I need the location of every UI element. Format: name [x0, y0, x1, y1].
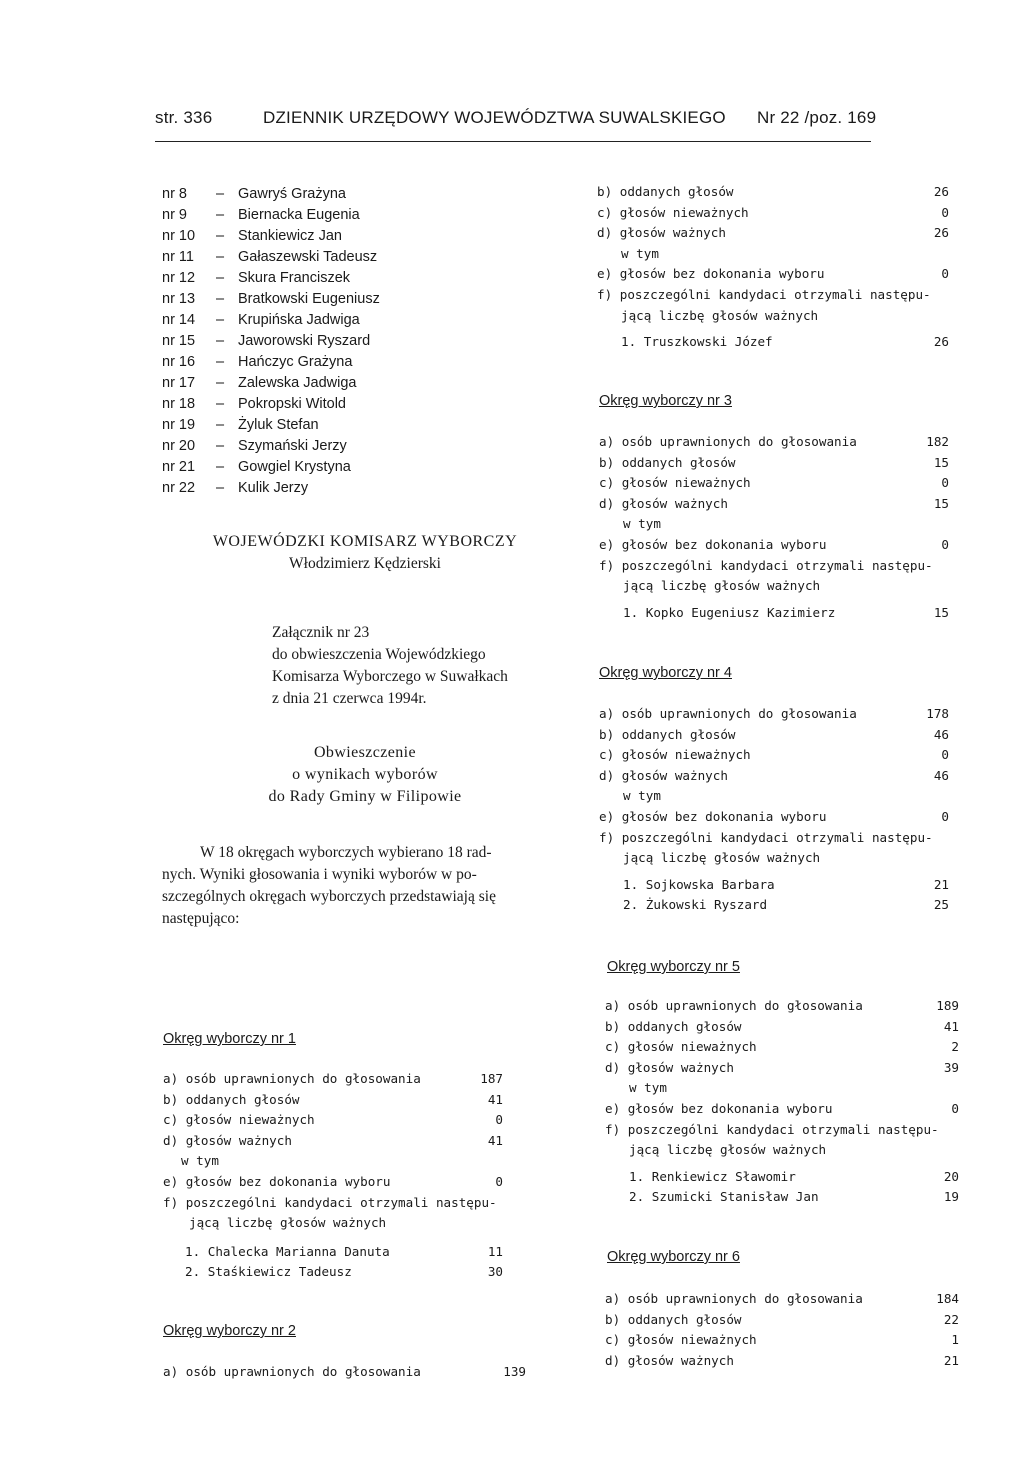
okreg-6-title: Okręg wyborczy nr 6 [607, 1249, 740, 1265]
result-row [163, 1090, 503, 1111]
result-row [599, 786, 949, 807]
result-row [599, 556, 949, 577]
result-row [605, 1330, 959, 1351]
text-cell: 0 [941, 536, 949, 552]
text-cell: e) głosów bez dokonania wyboru [605, 1100, 833, 1116]
attachment-line: Załącznik nr 23 [272, 624, 370, 641]
member-nr: nr 11 [162, 249, 194, 265]
text-cell: 0 [941, 475, 949, 491]
list-item [162, 436, 380, 457]
member-name: Jaworowski Ryszard [238, 333, 371, 349]
result-row [599, 535, 949, 556]
text-cell: e) głosów bez dokonania wyboru [599, 808, 827, 824]
candidate-row [163, 1242, 503, 1263]
result-row [599, 514, 949, 535]
notice-line: Obwieszczenie [313, 744, 417, 761]
page-number: str. 336 [155, 108, 213, 127]
member-nr: nr 22 [162, 480, 196, 496]
list-item [162, 247, 380, 268]
list-item [162, 310, 380, 331]
text-cell: 0 [941, 747, 949, 763]
text-cell: f) poszczególni kandydaci otrzymali następu- [599, 557, 933, 573]
result-row [597, 264, 949, 285]
result-row [163, 1110, 503, 1131]
text-cell: b) oddanych głosów [599, 726, 736, 742]
attachment-line: Komisarza Wyborczego w Suwałkach [272, 668, 508, 685]
text-cell: 26 [933, 334, 949, 350]
text-cell: 19 [943, 1189, 959, 1205]
result-row [163, 1172, 503, 1193]
text-cell: 1. Chalecka Marianna Danuta [185, 1243, 390, 1259]
text-cell: 39 [943, 1059, 959, 1075]
member-nr: nr 12 [162, 270, 196, 286]
list-item [162, 331, 380, 352]
dash-separator: – [216, 375, 225, 391]
text-cell: b) oddanych głosów [599, 454, 736, 470]
text-cell: w tym [623, 788, 661, 804]
member-name: Bratkowski Eugeniusz [238, 291, 380, 307]
member-name: Krupińska Jadwiga [238, 312, 360, 328]
result-row [599, 848, 949, 869]
text-cell: 2. Szumicki Stanisław Jan [629, 1189, 819, 1205]
result-row [597, 285, 949, 306]
text-cell: w tym [629, 1080, 667, 1096]
result-row [605, 1058, 959, 1079]
text-cell: 1. Kopko Eugeniusz Kazimierz [623, 604, 836, 620]
dash-separator: – [216, 396, 225, 412]
candidate-row [599, 895, 949, 916]
text-cell: d) głosów ważnych [597, 225, 726, 241]
result-row [163, 1131, 503, 1152]
text-cell: 0 [495, 1112, 503, 1128]
okreg-4-title: Okręg wyborczy nr 4 [599, 665, 732, 681]
text-cell: 187 [480, 1071, 503, 1086]
text-cell: a) osób uprawnionych do głosowania [599, 706, 857, 721]
text-cell: jącą liczbę głosów ważnych [189, 1215, 387, 1231]
text-cell: 15 [933, 495, 949, 511]
text-cell: d) głosów ważnych [605, 1059, 734, 1075]
list-item [162, 394, 380, 415]
result-row [599, 807, 949, 828]
text-cell: jącą liczbę głosów ważnych [623, 578, 821, 594]
member-name: Zalewska Jadwiga [238, 375, 357, 391]
member-nr: nr 21 [162, 459, 196, 475]
member-name: Gowgiel Krystyna [238, 459, 351, 475]
text-cell: a) osób uprawnionych do głosowania [163, 1364, 421, 1379]
text-cell: c) głosów nieważnych [599, 475, 751, 491]
result-row [597, 223, 949, 244]
text-cell: b) oddanych głosów [597, 184, 734, 199]
candidate-row [599, 603, 949, 624]
member-name: Stankiewicz Jan [238, 228, 342, 244]
result-row [599, 828, 949, 849]
member-name: Hańczyc Grażyna [238, 354, 353, 370]
result-row [597, 244, 949, 265]
text-cell: 1 [951, 1332, 959, 1348]
text-cell: jącą liczbę głosów ważnych [621, 307, 819, 323]
okreg-2-results-cont [597, 182, 949, 353]
text-cell: a) osób uprawnionych do głosowania [163, 1071, 421, 1086]
intro-line: następująco: [162, 910, 240, 927]
issue-number: Nr 22 /poz. 169 [757, 108, 877, 127]
dash-separator: – [216, 291, 225, 307]
text-cell: 0 [941, 808, 949, 824]
list-item [162, 415, 380, 436]
text-cell: 2 [951, 1039, 959, 1055]
list-item [162, 268, 380, 289]
result-row [599, 576, 949, 597]
text-cell: 41 [487, 1132, 503, 1148]
member-name: Szymański Jerzy [238, 438, 347, 454]
text-cell: a) osób uprawnionych do głosowania [605, 998, 863, 1013]
signature-name: Włodzimierz Kędzierski [289, 555, 441, 572]
result-row [605, 1099, 959, 1120]
text-cell: d) głosów ważnych [599, 767, 728, 783]
text-cell: 41 [943, 1018, 959, 1034]
result-row [605, 1037, 959, 1058]
member-nr: nr 19 [162, 417, 196, 433]
text-cell: 25 [933, 897, 949, 913]
notice-line: o wynikach wyborów [292, 766, 438, 783]
candidate-row [597, 332, 949, 353]
result-row [599, 432, 949, 453]
text-cell: 46 [933, 726, 949, 742]
text-cell: 1. Truszkowski Józef [621, 334, 773, 350]
text-cell: 26 [933, 225, 949, 241]
notice-line: do Rady Gminy w Filipowie [268, 788, 462, 805]
member-nr: nr 17 [162, 375, 196, 391]
attachment-line: z dnia 21 czerwca 1994r. [272, 690, 427, 707]
okreg-3-title: Okręg wyborczy nr 3 [599, 393, 732, 409]
okreg-5-title: Okręg wyborczy nr 5 [607, 959, 740, 975]
candidate-row [599, 875, 949, 896]
okreg-5-results [605, 996, 959, 1208]
text-cell: w tym [621, 245, 659, 261]
candidate-row [163, 1262, 503, 1283]
text-cell: d) głosów ważnych [605, 1352, 734, 1368]
result-row [605, 1351, 959, 1372]
member-name: Żyluk Stefan [238, 417, 319, 433]
text-cell: 0 [495, 1173, 503, 1189]
list-item [162, 184, 380, 205]
member-nr: nr 15 [162, 333, 196, 349]
dash-separator: – [216, 459, 225, 475]
dash-separator: – [216, 438, 225, 454]
text-cell: 46 [933, 767, 949, 783]
member-name: Biernacka Eugenia [238, 207, 360, 223]
candidate-row [605, 1167, 959, 1188]
result-row [597, 306, 949, 327]
result-row [599, 725, 949, 746]
text-cell: 2. Staśkiewicz Tadeusz [185, 1264, 352, 1280]
text-cell: 20 [943, 1168, 959, 1184]
text-cell: f) poszczególni kandydaci otrzymali następu- [597, 286, 931, 302]
result-row [605, 1078, 959, 1099]
text-cell: 26 [933, 184, 949, 199]
attachment-line: do obwieszczenia Wojewódzkiego [272, 646, 486, 663]
member-name: Gałaszewski Tadeusz [238, 249, 378, 265]
member-nr: nr 16 [162, 354, 196, 370]
member-nr: nr 20 [162, 438, 196, 454]
list-item [162, 205, 380, 226]
dash-separator: – [216, 207, 225, 223]
list-item [162, 457, 380, 478]
member-name: Skura Franciszek [238, 270, 351, 286]
intro-paragraph [162, 842, 562, 930]
dash-separator: – [216, 333, 225, 349]
members-list [162, 184, 380, 499]
text-cell: 1. Renkiewicz Sławomir [629, 1168, 796, 1184]
text-cell: b) oddanych głosów [163, 1091, 300, 1107]
text-cell: 0 [941, 204, 949, 220]
dash-separator: – [216, 228, 225, 244]
result-row [163, 1193, 503, 1214]
list-item [162, 289, 380, 310]
result-row [605, 1140, 959, 1161]
text-cell: 2. Żukowski Ryszard [623, 897, 768, 913]
attachment-block [272, 622, 508, 710]
okreg-1-title: Okręg wyborczy nr 1 [163, 1031, 296, 1047]
dash-separator: – [216, 417, 225, 433]
text-cell: 189 [936, 998, 959, 1013]
okreg-2-results [163, 1362, 526, 1383]
text-cell: 182 [926, 434, 949, 449]
result-row [163, 1151, 503, 1172]
result-row [605, 1120, 959, 1141]
result-row [599, 494, 949, 515]
member-name: Pokropski Witold [238, 396, 346, 412]
result-row [163, 1213, 503, 1234]
text-cell: b) oddanych głosów [605, 1018, 742, 1034]
dash-separator: – [216, 480, 225, 496]
text-cell: c) głosów nieważnych [599, 747, 751, 763]
text-cell: 184 [936, 1291, 959, 1306]
result-row [163, 1362, 526, 1383]
dash-separator: – [216, 312, 225, 328]
result-row [597, 182, 949, 203]
list-item [162, 478, 380, 499]
header-rule [155, 141, 871, 142]
list-item [162, 373, 380, 394]
dash-separator: – [216, 354, 225, 370]
text-cell: jącą liczbę głosów ważnych [623, 850, 821, 866]
okreg-6-results [605, 1289, 959, 1371]
text-cell: 15 [933, 454, 949, 470]
member-nr: nr 8 [162, 186, 187, 202]
list-item [162, 226, 380, 247]
text-cell: 30 [487, 1264, 503, 1280]
text-cell: e) głosów bez dokonania wyboru [599, 536, 827, 552]
text-cell: a) osób uprawnionych do głosowania [605, 1291, 863, 1306]
text-cell: a) osób uprawnionych do głosowania [599, 434, 857, 449]
text-cell: 41 [487, 1091, 503, 1107]
text-cell: 11 [487, 1243, 503, 1259]
member-nr: nr 18 [162, 396, 196, 412]
okreg-1-results [163, 1069, 503, 1283]
signature-title: WOJEWÓDZKI KOMISARZ WYBORCZY [212, 533, 518, 550]
text-cell: c) głosów nieważnych [597, 204, 749, 220]
text-cell: f) poszczególni kandydaci otrzymali następu- [163, 1194, 497, 1210]
text-cell: 178 [926, 706, 949, 721]
member-name: Gawryś Grażyna [238, 186, 346, 202]
text-cell: 139 [503, 1364, 526, 1379]
dash-separator: – [216, 186, 225, 202]
text-cell: e) głosów bez dokonania wyboru [597, 266, 825, 282]
result-row [605, 1289, 959, 1310]
result-row [599, 704, 949, 725]
result-row [163, 1069, 503, 1090]
text-cell: jącą liczbę głosów ważnych [629, 1142, 827, 1158]
text-cell: 22 [943, 1311, 959, 1327]
member-nr: nr 13 [162, 291, 196, 307]
dash-separator: – [216, 249, 225, 265]
okreg-2-title: Okręg wyborczy nr 2 [163, 1323, 296, 1339]
intro-line: nych. Wyniki głosowania i wyniki wyborów w po- [162, 866, 477, 883]
text-cell: c) głosów nieważnych [605, 1332, 757, 1348]
result-row [599, 453, 949, 474]
text-cell: 21 [943, 1352, 959, 1368]
okreg-3-results [599, 432, 949, 623]
list-item [162, 352, 380, 373]
text-cell: w tym [623, 516, 661, 532]
text-cell: f) poszczególni kandydaci otrzymali następu- [605, 1121, 939, 1137]
member-nr: nr 10 [162, 228, 196, 244]
result-row [599, 766, 949, 787]
member-name: Kulik Jerzy [238, 480, 309, 496]
intro-line: W 18 okręgach wyborczych wybierano 18 rad- [200, 844, 492, 861]
dash-separator: – [216, 270, 225, 286]
member-nr: nr 9 [162, 207, 187, 223]
text-cell: 0 [941, 266, 949, 282]
text-cell: f) poszczególni kandydaci otrzymali następu- [599, 829, 933, 845]
candidate-row [605, 1187, 959, 1208]
text-cell: e) głosów bez dokonania wyboru [163, 1173, 391, 1189]
result-row [599, 745, 949, 766]
text-cell: b) oddanych głosów [605, 1311, 742, 1327]
result-row [605, 1017, 959, 1038]
text-cell: 1. Sojkowska Barbara [623, 876, 775, 892]
text-cell: d) głosów ważnych [163, 1132, 292, 1148]
result-row [597, 203, 949, 224]
member-nr: nr 14 [162, 312, 196, 328]
text-cell: d) głosów ważnych [599, 495, 728, 511]
text-cell: w tym [181, 1153, 219, 1169]
text-cell: 0 [951, 1100, 959, 1116]
okreg-4-results [599, 704, 949, 916]
result-row [599, 473, 949, 494]
result-row [605, 996, 959, 1017]
result-row [605, 1310, 959, 1331]
journal-title: DZIENNIK URZĘDOWY WOJEWÓDZTWA SUWALSKIEGO [263, 108, 726, 127]
intro-line: szczególnych okręgach wyborczych przedstawiają się [162, 888, 496, 905]
text-cell: 21 [933, 876, 949, 892]
text-cell: c) głosów nieważnych [163, 1112, 315, 1128]
notice-title [160, 742, 570, 808]
text-cell: c) głosów nieważnych [605, 1039, 757, 1055]
text-cell: 15 [933, 604, 949, 620]
